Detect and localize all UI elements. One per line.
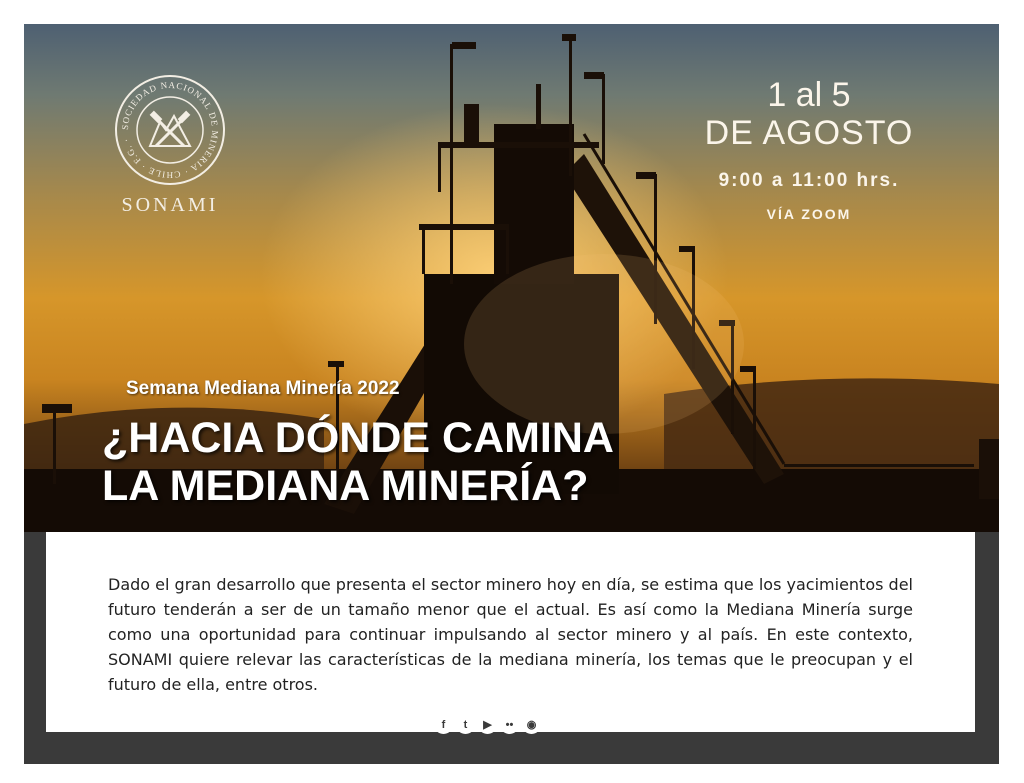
title-line-1: ¿HACIA DÓNDE CAMINA bbox=[102, 414, 614, 462]
title-line-2: LA MEDIANA MINERÍA? bbox=[102, 462, 589, 510]
event-description: Dado el gran desarrollo que presenta el sector minero hoy en día, se estima que los yacimientos del futuro tenderán a ser de un tamaño menor que el actual. Es así como la Mediana Minería surge como una oportunidad para continuar impulsando al sector minero y al país. En este contexto, SONAMI quiere relevar las características de la mediana minería, los temas que le preocupan y el futuro de ella, entre otros. bbox=[108, 575, 913, 694]
event-info bbox=[684, 76, 934, 222]
description-panel bbox=[46, 532, 975, 732]
sonami-logo bbox=[110, 74, 230, 217]
hero-image bbox=[24, 24, 999, 532]
event-platform: VÍA ZOOM bbox=[766, 206, 852, 222]
social-links bbox=[434, 715, 541, 737]
twitter-icon[interactable]: t bbox=[456, 715, 475, 734]
event-month: DE AGOSTO bbox=[704, 114, 914, 152]
facebook-icon[interactable]: f bbox=[434, 715, 453, 734]
flyer-frame bbox=[24, 24, 999, 764]
flickr-icon[interactable]: •• bbox=[500, 715, 519, 734]
podcast-icon[interactable]: ◉ bbox=[522, 715, 541, 734]
event-title bbox=[102, 414, 614, 510]
brand-name: SONAMI bbox=[121, 194, 219, 216]
event-subtitle: Semana Mediana Minería 2022 bbox=[126, 378, 400, 399]
sonami-seal-icon bbox=[114, 74, 226, 186]
seal-text: SOCIEDAD NACIONAL DE MINERIA · CHILE · F.G. · bbox=[119, 79, 221, 181]
event-time: 9:00 a 11:00 hrs. bbox=[718, 170, 900, 191]
event-date-range: 1 al 5 bbox=[767, 76, 851, 114]
youtube-icon[interactable]: ▶ bbox=[478, 715, 497, 734]
